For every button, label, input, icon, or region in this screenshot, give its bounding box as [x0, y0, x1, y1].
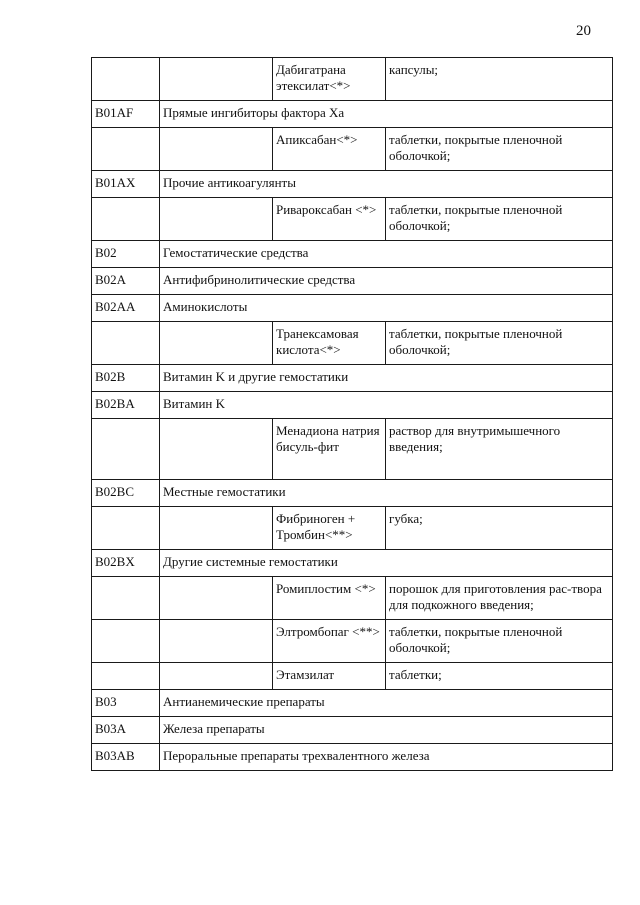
group-name-cell: Антианемические препараты: [160, 690, 613, 717]
dosage-form-cell: таблетки, покрытые пленочной оболочкой;: [386, 322, 613, 365]
table-row: [92, 171, 613, 198]
drug-name-cell: Транексамовая кислота<*>: [273, 322, 386, 365]
table-row: [92, 58, 613, 101]
atc-code-cell: B02A: [92, 268, 160, 295]
dosage-form-cell: таблетки, покрытые пленочной оболочкой;: [386, 620, 613, 663]
table-row: [92, 577, 613, 620]
group-cell: [160, 507, 273, 550]
atc-code-cell: B02AA: [92, 295, 160, 322]
dosage-form-cell: таблетки, покрытые пленочной оболочкой;: [386, 128, 613, 171]
group-cell: [160, 577, 273, 620]
atc-code-cell: B03A: [92, 717, 160, 744]
atc-code-cell: B02BX: [92, 550, 160, 577]
drug-name-cell: Ривароксабан <*>: [273, 198, 386, 241]
table-row: [92, 198, 613, 241]
dosage-form-cell: порошок для приготовления рас-твора для подкожного введения;: [386, 577, 613, 620]
group-name-cell: Витамин K: [160, 392, 613, 419]
atc-code-cell: B03AB: [92, 744, 160, 771]
table-row: [92, 128, 613, 171]
group-cell: [160, 198, 273, 241]
group-name-cell: Прямые ингибиторы фактора Xa: [160, 101, 613, 128]
table-row: [92, 241, 613, 268]
table-row: [92, 717, 613, 744]
atc-code-cell: [92, 577, 160, 620]
dosage-form-cell: капсулы;: [386, 58, 613, 101]
group-cell: [160, 58, 273, 101]
table-row: [92, 690, 613, 717]
group-cell: [160, 128, 273, 171]
drug-list-table: [91, 57, 613, 771]
table-row: [92, 550, 613, 577]
table-row: [92, 620, 613, 663]
table-row: [92, 419, 613, 480]
atc-code-cell: B02BA: [92, 392, 160, 419]
atc-code-cell: B01AX: [92, 171, 160, 198]
table-row: [92, 295, 613, 322]
atc-code-cell: B02BC: [92, 480, 160, 507]
group-name-cell: Аминокислоты: [160, 295, 613, 322]
group-cell: [160, 419, 273, 480]
drug-name-cell: Ромиплостим <*>: [273, 577, 386, 620]
group-name-cell: Прочие антикоагулянты: [160, 171, 613, 198]
drug-name-cell: Менадиона натрия бисуль-фит: [273, 419, 386, 480]
atc-code-cell: B03: [92, 690, 160, 717]
atc-code-cell: B01AF: [92, 101, 160, 128]
atc-code-cell: [92, 620, 160, 663]
group-name-cell: Железа препараты: [160, 717, 613, 744]
drug-name-cell: Дабигатрана этексилат<*>: [273, 58, 386, 101]
group-cell: [160, 620, 273, 663]
table-row: [92, 663, 613, 690]
dosage-form-cell: таблетки, покрытые пленочной оболочкой;: [386, 198, 613, 241]
group-name-cell: Витамин K и другие гемостатики: [160, 365, 613, 392]
table-row: [92, 268, 613, 295]
atc-code-cell: [92, 507, 160, 550]
dosage-form-cell: таблетки;: [386, 663, 613, 690]
group-cell: [160, 322, 273, 365]
table-row: [92, 322, 613, 365]
group-name-cell: Пероральные препараты трехвалентного железа: [160, 744, 613, 771]
atc-code-cell: [92, 58, 160, 101]
dosage-form-cell: раствор для внутримышечного введения;: [386, 419, 613, 480]
page-number: 20: [576, 23, 591, 39]
group-name-cell: Другие системные гемостатики: [160, 550, 613, 577]
atc-code-cell: B02B: [92, 365, 160, 392]
atc-code-cell: B02: [92, 241, 160, 268]
atc-code-cell: [92, 419, 160, 480]
table-row: [92, 101, 613, 128]
drug-name-cell: Апиксабан<*>: [273, 128, 386, 171]
table-row: [92, 365, 613, 392]
group-name-cell: Антифибринолитические средства: [160, 268, 613, 295]
dosage-form-cell: губка;: [386, 507, 613, 550]
table-row: [92, 744, 613, 771]
drug-name-cell: Этамзилат: [273, 663, 386, 690]
table-row: [92, 507, 613, 550]
atc-code-cell: [92, 322, 160, 365]
group-name-cell: Гемостатические средства: [160, 241, 613, 268]
atc-code-cell: [92, 198, 160, 241]
group-name-cell: Местные гемостатики: [160, 480, 613, 507]
drug-name-cell: Элтромбопаг <**>: [273, 620, 386, 663]
group-cell: [160, 663, 273, 690]
table-row: [92, 480, 613, 507]
drug-name-cell: Фибриноген + Тромбин<**>: [273, 507, 386, 550]
atc-code-cell: [92, 663, 160, 690]
atc-code-cell: [92, 128, 160, 171]
table-row: [92, 392, 613, 419]
